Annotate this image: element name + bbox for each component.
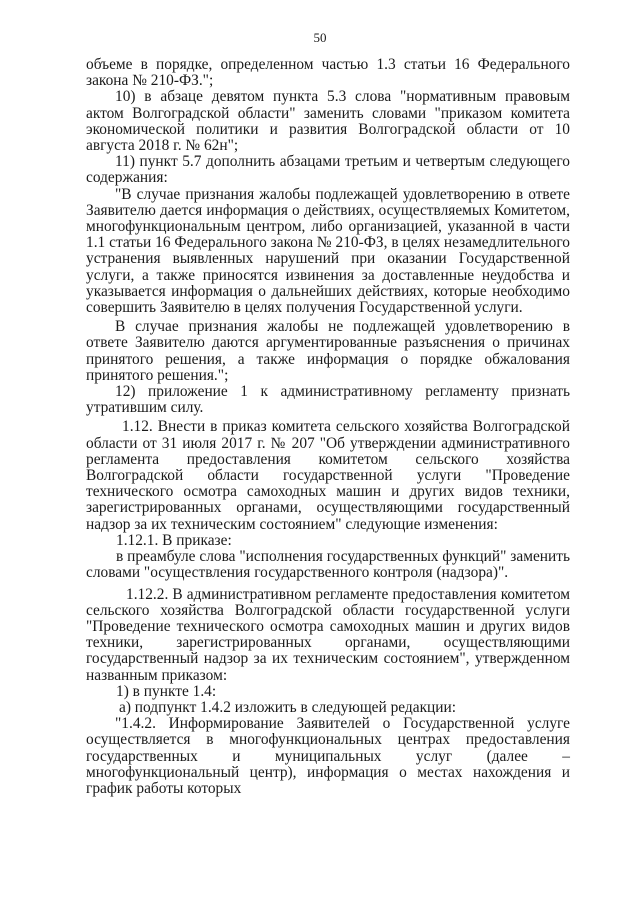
paragraph-subitem-a: а) подпункт 1.4.2 изложить в следующей редакции: [119, 698, 457, 716]
paragraph-quote-complaint-rejected: В случае признания жалобы не подлежащей удовлетворению в ответе Заявителю даются аргументированные разъяснения о причинах принятого решения, а также информация о порядке обжалования принятого решения."; [86, 318, 570, 384]
paragraph-section-1-12: 1.12. Внести в приказ комитета сельского хозяйства Волгоградской области от 31 июля 2017 г. № 207 "Об утверждении административного регламента предоставления комитетом сельского хозяйства Волгоградской области государственной услуги "Проведение технического осмотра самоходных машин и других видов техники, зарегистрированных органами, осуществляющими государственный надзор за их техническим состоянием" следующие изменения: [86, 418, 570, 533]
paragraph-item-11: 11) пункт 5.7 дополнить абзацами третьим и четвертым следующего содержания: [86, 153, 570, 187]
document-body [86, 57, 570, 797]
page-number: 50 [313, 30, 327, 45]
paragraph-section-1-12-2: 1.12.2. В административном регламенте предоставления комитетом сельского хозяйства Волгоградской области государственной услуги "Проведение технического осмотра самоходных машин и других видов техники, зарегистрированных органами, осуществляющими государственный надзор за их техническим состоянием", утвержденном названным приказом: [86, 585, 570, 684]
paragraph-item-12: 12) приложение 1 к административному регламенту признать утратившим силу. [86, 383, 570, 417]
paragraph-continuation: объеме в порядке, определенном частью 1.3 статьи 16 Федерального закона № 210-ФЗ."; [86, 56, 570, 90]
paragraph-item-10: 10) в абзаце девятом пункта 5.3 слова "нормативным правовым актом Волгоградской области" заменить словами "приказом комитета экономической политики и развития Волгоградской области от 10 августа 2018 г. № 62н"; [86, 88, 570, 155]
paragraph-item-1-4: 1) в пункте 1.4: [116, 682, 217, 700]
paragraph-quote-1-4-2: "1.4.2. Информирование Заявителей о Государственной услуге осуществляется в многофункциональных центрах предоставления государственных и муниципальных услуг (далее – многофункциональный центр), информация о местах нахождения и график работы которых [86, 715, 570, 797]
paragraph-quote-complaint-satisfied: "В случае признания жалобы подлежащей удовлетворению в ответе Заявителю дается информация о действиях, осуществляемых Комитетом, многофункциональным центром, либо организацией, указанной в части 1.1 статьи 16 Федерального закона № 210-ФЗ, в целях незамедлительного устранения выявленных нарушений при оказании Государственной услуги, а также приносятся извинения за доставленные неудобства и указывается информация о дальнейших действиях, которые необходимо совершить Заявителю в целях получения Государственной услуги. [86, 185, 570, 317]
paragraph-preamble-change: в преамбуле слова "исполнения государственных функций" заменить словами "осуществления государственного контроля (надзора)". [86, 548, 570, 582]
paragraph-section-1-12-1: 1.12.1. В приказе: [116, 531, 232, 549]
